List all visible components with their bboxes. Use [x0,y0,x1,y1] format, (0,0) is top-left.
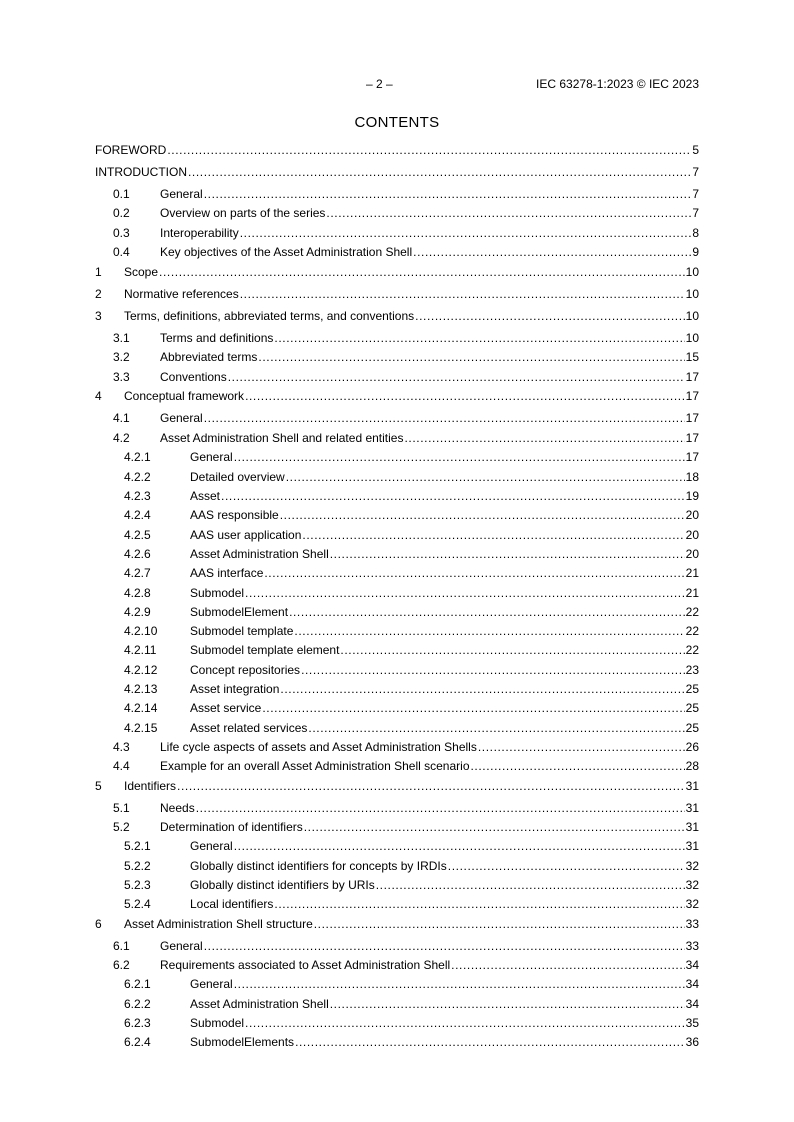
toc-entry[interactable] [95,547,699,562]
toc-entry-title: Submodel [190,586,245,600]
toc-entry-title: Asset [190,489,221,503]
toc-entry-title: Asset Administration Shell [190,547,329,561]
toc-entry-page: 34 [685,977,699,991]
toc-entry-page: 7 [692,187,699,201]
document-reference: IEC 63278-1:2023 © IEC 2023 [536,77,699,91]
toc-entry[interactable] [95,586,699,601]
toc-entry-number: 0.2 [113,206,130,220]
toc-dot-leader [478,740,685,755]
toc-entry-title: Terms, definitions, abbreviated terms, and conventions [124,309,415,323]
toc-entry-number: 4.2.14 [124,701,158,715]
toc-dot-leader [286,470,685,485]
toc-entry-page: 17 [685,411,699,425]
toc-entry-page: 21 [685,586,699,600]
toc-dot-leader [245,389,685,404]
toc-entry-number: 4.2.6 [124,547,151,561]
toc-entry-number: 5.2.2 [124,859,151,873]
toc-dot-leader [228,370,685,385]
toc-entry-number: 6.2 [113,958,130,972]
toc-dot-leader [167,143,691,158]
toc-entry-page: 10 [685,331,699,345]
toc-entry-number: 4.2.4 [124,508,151,522]
toc-entry[interactable] [95,624,699,639]
toc-entry[interactable] [95,450,699,465]
toc-entry[interactable] [95,331,699,346]
toc-entry-page: 20 [685,508,699,522]
toc-entry-page: 32 [685,897,699,911]
toc-entry-title: Asset Administration Shell [190,997,329,1011]
toc-entry-title: Key objectives of the Asset Administration Shell [160,245,413,259]
toc-entry-page: 32 [685,859,699,873]
toc-entry-page: 31 [685,820,699,834]
toc-entry-page: 17 [685,431,699,445]
toc-entry[interactable] [95,759,699,774]
toc-entry-number: 6.2.3 [124,1016,151,1030]
toc-entry-number: 4.1 [113,411,130,425]
toc-dot-leader [404,431,684,446]
toc-entry-title: Asset integration [190,682,280,696]
toc-entry-title: Scope [124,265,159,279]
toc-entry[interactable] [95,1035,699,1050]
toc-entry-title: General [160,939,203,953]
toc-entry-page: 17 [685,389,699,403]
toc-entry-page: 34 [685,997,699,1011]
toc-entry-page: 22 [685,605,699,619]
toc-entry-number: 4.2.5 [124,528,151,542]
toc-entry-page: 20 [685,528,699,542]
toc-entry[interactable] [95,508,699,523]
toc-entry-title: Needs [160,801,195,815]
toc-dot-leader [196,801,685,816]
toc-entry-title: General [190,977,233,991]
toc-entry-title: Detailed overview [190,470,285,484]
toc-dot-leader [280,682,684,697]
toc-entry-number: 5.2.4 [124,897,151,911]
toc-entry-number: 6.1 [113,939,130,953]
toc-entry[interactable] [95,566,699,581]
toc-entry-title: Abbreviated terms [160,350,258,364]
toc-dot-leader [240,287,685,302]
toc-entry-page: 15 [685,350,699,364]
toc-entry-number: 0.3 [113,226,130,240]
toc-entry[interactable] [95,309,699,324]
toc-dot-leader [289,605,685,620]
toc-entry-number: 4.2.15 [124,721,158,735]
toc-entry-title: Requirements associated to Asset Administration Shell [160,958,451,972]
toc-entry[interactable] [95,859,699,874]
toc-entry-number: 4.2.1 [124,450,151,464]
toc-entry-page: 33 [685,917,699,931]
toc-dot-leader [274,331,684,346]
toc-dot-leader [234,977,685,992]
toc-entry-number: 5.2.3 [124,878,151,892]
toc-dot-leader [245,586,685,601]
toc-entry-number: 3 [95,309,102,323]
toc-entry-number: 4.2.7 [124,566,151,580]
toc-entry-number: 4.3 [113,740,130,754]
toc-entry-title: Submodel [190,1016,245,1030]
toc-dot-leader [415,309,684,324]
toc-entry-page: 25 [685,721,699,735]
toc-entry-page: 17 [685,370,699,384]
toc-entry[interactable] [95,143,699,158]
toc-dot-leader [274,897,684,912]
toc-entry-number: 5 [95,779,102,793]
toc-entry-title: Local identifiers [190,897,274,911]
toc-entry-page: 22 [685,643,699,657]
toc-entry[interactable] [95,643,699,658]
toc-entry[interactable] [95,287,699,302]
toc-entry-page: 31 [685,801,699,815]
toc-entry-title: Globally distinct identifiers for concepts by IRDIs [190,859,447,873]
toc-entry-title: Asset Administration Shell structure [124,917,313,931]
toc-entry-page: 31 [685,779,699,793]
toc-entry[interactable] [95,663,699,678]
toc-entry-number: 1 [95,265,102,279]
toc-entry-title: Overview on parts of the series [160,206,326,220]
toc-entry-number: 5.1 [113,801,130,815]
toc-entry-number: 4.2.12 [124,663,158,677]
toc-entry-number: 5.2 [113,820,130,834]
toc-entry-title: Concept repositories [190,663,301,677]
toc-entry-title: General [160,187,203,201]
toc-entry[interactable] [95,528,699,543]
toc-entry[interactable] [95,605,699,620]
toc-entry[interactable] [95,958,699,973]
toc-entry-title: FOREWORD [95,143,167,157]
toc-entry-title: Life cycle aspects of assets and Asset Administration Shells [160,740,477,754]
toc-dot-leader [188,165,691,180]
toc-dot-leader [294,624,684,639]
toc-entry-title: Asset service [190,701,262,715]
toc-entry-page: 8 [692,226,699,240]
toc-entry-number: 3.2 [113,350,130,364]
toc-entry-number: 4.2 [113,431,130,445]
toc-entry-page: 22 [685,624,699,638]
toc-entry-page: 35 [685,1016,699,1030]
toc-entry-number: 6.2.2 [124,997,151,1011]
toc-entry-number: 4.4 [113,759,130,773]
toc-entry-page: 33 [685,939,699,953]
toc-entry-number: 6.2.1 [124,977,151,991]
toc-dot-leader [204,411,685,426]
toc-dot-leader [451,958,684,973]
toc-entry-page: 34 [685,958,699,972]
toc-entry-title: SubmodelElements [190,1035,295,1049]
toc-entry-number: 4.2.11 [124,643,157,657]
toc-entry[interactable] [95,206,699,221]
toc-dot-leader [448,859,685,874]
page-number: – 2 – [366,77,393,91]
toc-entry-title: SubmodelElement [190,605,289,619]
toc-entry-number: 6.2.4 [124,1035,151,1049]
toc-entry-title: Conventions [160,370,227,384]
toc-entry-page: 5 [692,143,699,157]
toc-entry-title: General [190,450,233,464]
toc-dot-leader [471,759,685,774]
toc-entry-page: 36 [685,1035,699,1049]
toc-entry-number: 4.2.8 [124,586,151,600]
toc-entry-page: 9 [692,245,699,259]
toc-dot-leader [240,226,692,241]
toc-dot-leader [308,721,684,736]
toc-dot-leader [262,701,684,716]
toc-dot-leader [234,839,685,854]
toc-entry-number: 3.1 [113,331,130,345]
toc-entry[interactable] [95,820,699,835]
toc-entry[interactable] [95,411,699,426]
toc-entry-title: AAS interface [190,566,264,580]
toc-dot-leader [330,997,685,1012]
toc-entry-page: 10 [685,309,699,323]
toc-entry-number: 4.2.2 [124,470,151,484]
toc-entry[interactable] [95,939,699,954]
toc-entry-title: AAS responsible [190,508,279,522]
toc-entry[interactable] [95,245,699,260]
toc-entry[interactable] [95,740,699,755]
toc-entry-title: Normative references [124,287,239,301]
toc-entry[interactable] [95,917,699,932]
toc-dot-leader [245,1016,685,1031]
toc-entry[interactable] [95,370,699,385]
toc-entry[interactable] [95,801,699,816]
toc-dot-leader [221,489,685,504]
toc-entry-page: 21 [685,566,699,580]
toc-entry-title: Determination of identifiers [160,820,303,834]
toc-entry-page: 23 [685,663,699,677]
toc-entry-number: 0.4 [113,245,130,259]
toc-dot-leader [301,663,685,678]
toc-entry-page: 17 [685,450,699,464]
toc-entry[interactable] [95,1016,699,1031]
toc-entry-number: 4 [95,389,102,403]
toc-entry[interactable] [95,897,699,912]
toc-entry[interactable] [95,682,699,697]
toc-entry[interactable] [95,165,699,180]
toc-dot-leader [204,187,692,202]
toc-entry-title: Globally distinct identifiers by URIs [190,878,375,892]
toc-dot-leader [376,878,685,893]
toc-dot-leader [264,566,684,581]
toc-entry-page: 25 [685,701,699,715]
toc-entry-number: 4.2.10 [124,624,158,638]
toc-entry-title: Asset related services [190,721,308,735]
toc-entry-number: 3.3 [113,370,130,384]
toc-dot-leader [234,450,685,465]
toc-entry-page: 10 [685,265,699,279]
toc-entry-title: Interoperability [160,226,239,240]
toc-entry-page: 25 [685,682,699,696]
toc-dot-leader [314,917,685,932]
toc-entry-title: Asset Administration Shell and related entities [160,431,404,445]
toc-entry-title: Identifiers [124,779,177,793]
toc-entry-page: 10 [685,287,699,301]
toc-dot-leader [413,245,691,260]
toc-entry[interactable] [95,470,699,485]
toc-entry-title: Submodel template [190,624,294,638]
toc-entry[interactable] [95,878,699,893]
toc-entry[interactable] [95,389,699,404]
toc-entry[interactable] [95,779,699,794]
toc-entry-page: 20 [685,547,699,561]
toc-entry-page: 26 [685,740,699,754]
toc-entry-page: 32 [685,878,699,892]
toc-entry-title: General [160,411,203,425]
toc-dot-leader [295,1035,685,1050]
toc-entry[interactable] [95,265,699,280]
toc-dot-leader [330,547,685,562]
toc-entry[interactable] [95,489,699,504]
toc-entry-title: Example for an overall Asset Administration Shell scenario [160,759,470,773]
toc-entry[interactable] [95,997,699,1012]
toc-dot-leader [159,265,685,280]
toc-dot-leader [302,528,684,543]
toc-entry[interactable] [95,701,699,716]
toc-entry-page: 7 [692,165,699,179]
toc-entry-number: 0.1 [113,187,130,201]
toc-entry-title: Conceptual framework [124,389,245,403]
toc-dot-leader [340,643,684,658]
toc-dot-leader [258,350,684,365]
toc-entry-title: Terms and definitions [160,331,274,345]
toc-entry[interactable] [95,226,699,241]
toc-entry[interactable] [95,350,699,365]
toc-entry-page: 28 [685,759,699,773]
toc-dot-leader [326,206,691,221]
toc-entry-page: 19 [685,489,699,503]
toc-entry[interactable] [95,839,699,854]
toc-entry-number: 4.2.9 [124,605,151,619]
toc-entry[interactable] [95,721,699,736]
toc-dot-leader [204,939,685,954]
toc-entry-page: 18 [685,470,699,484]
toc-entry-number: 2 [95,287,102,301]
toc-entry-title: AAS user application [190,528,302,542]
toc-entry-page: 31 [685,839,699,853]
toc-entry[interactable] [95,977,699,992]
toc-entry[interactable] [95,431,699,446]
toc-entry-number: 4.2.3 [124,489,151,503]
toc-entry-number: 6 [95,917,102,931]
toc-entry-title: INTRODUCTION [95,165,187,179]
toc-entry-number: 5.2.1 [124,839,151,853]
toc-entry-title: Submodel template element [190,643,340,657]
toc-entry[interactable] [95,187,699,202]
toc-dot-leader [280,508,685,523]
toc-entry-number: 4.2.13 [124,682,158,696]
toc-entry-page: 7 [692,206,699,220]
toc-dot-leader [177,779,685,794]
toc-dot-leader [304,820,685,835]
page-title: CONTENTS [354,114,440,131]
toc-entry-title: General [190,839,233,853]
